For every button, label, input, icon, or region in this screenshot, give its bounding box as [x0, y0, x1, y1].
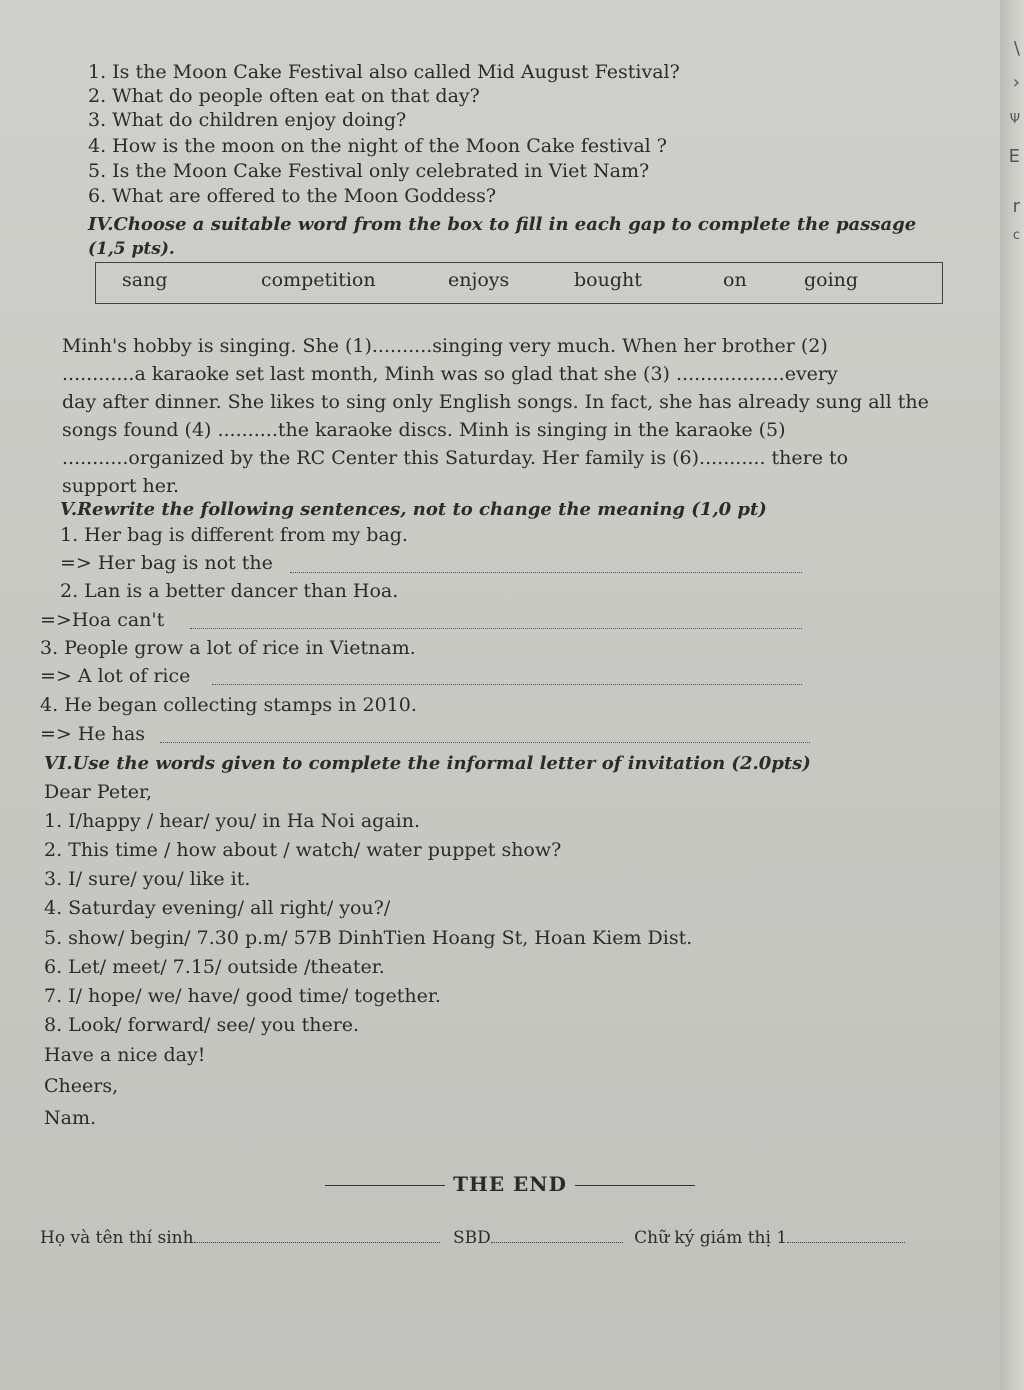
end-marker: [310, 1172, 710, 1196]
letter-item-7: 7. I/ hope/ we/ have/ good time/ together.: [44, 985, 441, 1007]
edge-mark-3: Ψ: [1009, 112, 1020, 127]
word-competition: competition: [261, 269, 376, 291]
edge-mark-1: \: [1013, 38, 1020, 59]
word-going: going: [804, 269, 859, 291]
rewrite-prompt-3: => A lot of rice: [40, 665, 191, 687]
question-1: 1. Is the Moon Cake Festival also called Mid August Festival?: [88, 61, 680, 83]
next-page-edge: [1000, 0, 1024, 1390]
rewrite-question-2: 2. Lan is a better dancer than Hoa.: [60, 580, 399, 602]
edge-mark-2: ›: [1012, 72, 1020, 93]
passage-line-5: ...........organized by the RC Center this Saturday. Her family is (6)........... there to: [62, 447, 849, 469]
word-on: on: [723, 269, 747, 291]
letter-item-1: 1. I/happy / hear/ you/ in Ha Noi again.: [44, 810, 421, 832]
letter-closing-2: Cheers,: [44, 1075, 119, 1097]
passage-line-6: support her.: [62, 475, 180, 497]
answer-line-4[interactable]: [160, 742, 810, 743]
answer-line-1[interactable]: [290, 572, 802, 573]
letter-item-8: 8. Look/ forward/ see/ you there.: [44, 1014, 360, 1036]
end-dash-right: [575, 1185, 695, 1186]
letter-item-5: 5. show/ begin/ 7.30 p.m/ 57B DinhTien Hoang St, Hoan Kiem Dist.: [44, 927, 693, 949]
passage-line-2: ............a karaoke set last month, Minh was so glad that she (3) ..................every: [62, 363, 838, 385]
letter-item-2: 2. This time / how about / watch/ water puppet show?: [44, 839, 562, 861]
candidate-name-label: Họ và tên thí sinh: [40, 1228, 194, 1248]
letter-closing-1: Have a nice day!: [44, 1044, 206, 1066]
answer-line-2[interactable]: [190, 628, 802, 629]
letter-signature: Nam.: [44, 1107, 97, 1129]
edge-mark-5: r: [1012, 196, 1020, 217]
edge-mark-4: E: [1008, 146, 1020, 167]
letter-item-6: 6. Let/ meet/ 7.15/ outside /theater.: [44, 956, 385, 978]
end-text: THE END: [453, 1172, 567, 1196]
section-5-heading: V.Rewrite the following sentences, not to change the meaning (1,0 pt): [60, 499, 767, 520]
section-6-heading: VI.Use the words given to complete the informal letter of invitation (2.0pts): [44, 753, 811, 774]
rewrite-question-4: 4. He began collecting stamps in 2010.: [40, 694, 417, 716]
rewrite-prompt-1: => Her bag is not the: [60, 552, 273, 574]
question-2: 2. What do people often eat on that day?: [88, 85, 480, 107]
passage-line-3: day after dinner. She likes to sing only English songs. In fact, she has already sung all the: [62, 391, 929, 413]
question-4: 4. How is the moon on the night of the Moon Cake festival ?: [88, 135, 667, 157]
rewrite-prompt-2: =>Hoa can't: [40, 609, 165, 631]
rewrite-question-3: 3. People grow a lot of rice in Vietnam.: [40, 637, 416, 659]
passage: [62, 332, 968, 500]
invigilator-label: Chữ ký giám thị 1: [634, 1228, 788, 1248]
passage-line-1: Minh's hobby is singing. She (1)..........singing very much. When her brother (2): [62, 335, 828, 357]
sbd-label: SBD: [452, 1228, 491, 1248]
word-box: [95, 262, 943, 304]
passage-line-4: songs found (4) ..........the karaoke discs. Minh is singing in the karaoke (5): [62, 419, 786, 441]
word-enjoys: enjoys: [448, 269, 510, 291]
question-6: 6. What are offered to the Moon Goddess?: [88, 185, 497, 207]
letter-item-3: 3. I/ sure/ you/ like it.: [44, 868, 251, 890]
letter-item-4: 4. Saturday evening/ all right/ you?/: [44, 897, 391, 919]
end-dash-left: [325, 1185, 445, 1186]
footer: [40, 1228, 905, 1248]
candidate-name-field[interactable]: [194, 1228, 440, 1243]
word-bought: bought: [574, 269, 642, 291]
rewrite-question-1: 1. Her bag is different from my bag.: [60, 524, 408, 546]
edge-mark-6: c: [1012, 228, 1020, 243]
rewrite-prompt-4: => He has: [40, 723, 146, 745]
invigilator-field[interactable]: [787, 1228, 905, 1243]
section-4-points: (1,5 pts).: [88, 239, 175, 259]
question-3: 3. What do children enjoy doing?: [88, 109, 407, 131]
answer-line-3[interactable]: [212, 684, 802, 685]
section-4-heading: IV.Choose a suitable word from the box to fill in each gap to complete the passage: [88, 214, 917, 235]
word-sang: sang: [122, 269, 168, 291]
letter-greeting: Dear Peter,: [44, 781, 153, 803]
question-5: 5. Is the Moon Cake Festival only celebrated in Viet Nam?: [88, 160, 650, 182]
sbd-field[interactable]: [491, 1228, 623, 1243]
